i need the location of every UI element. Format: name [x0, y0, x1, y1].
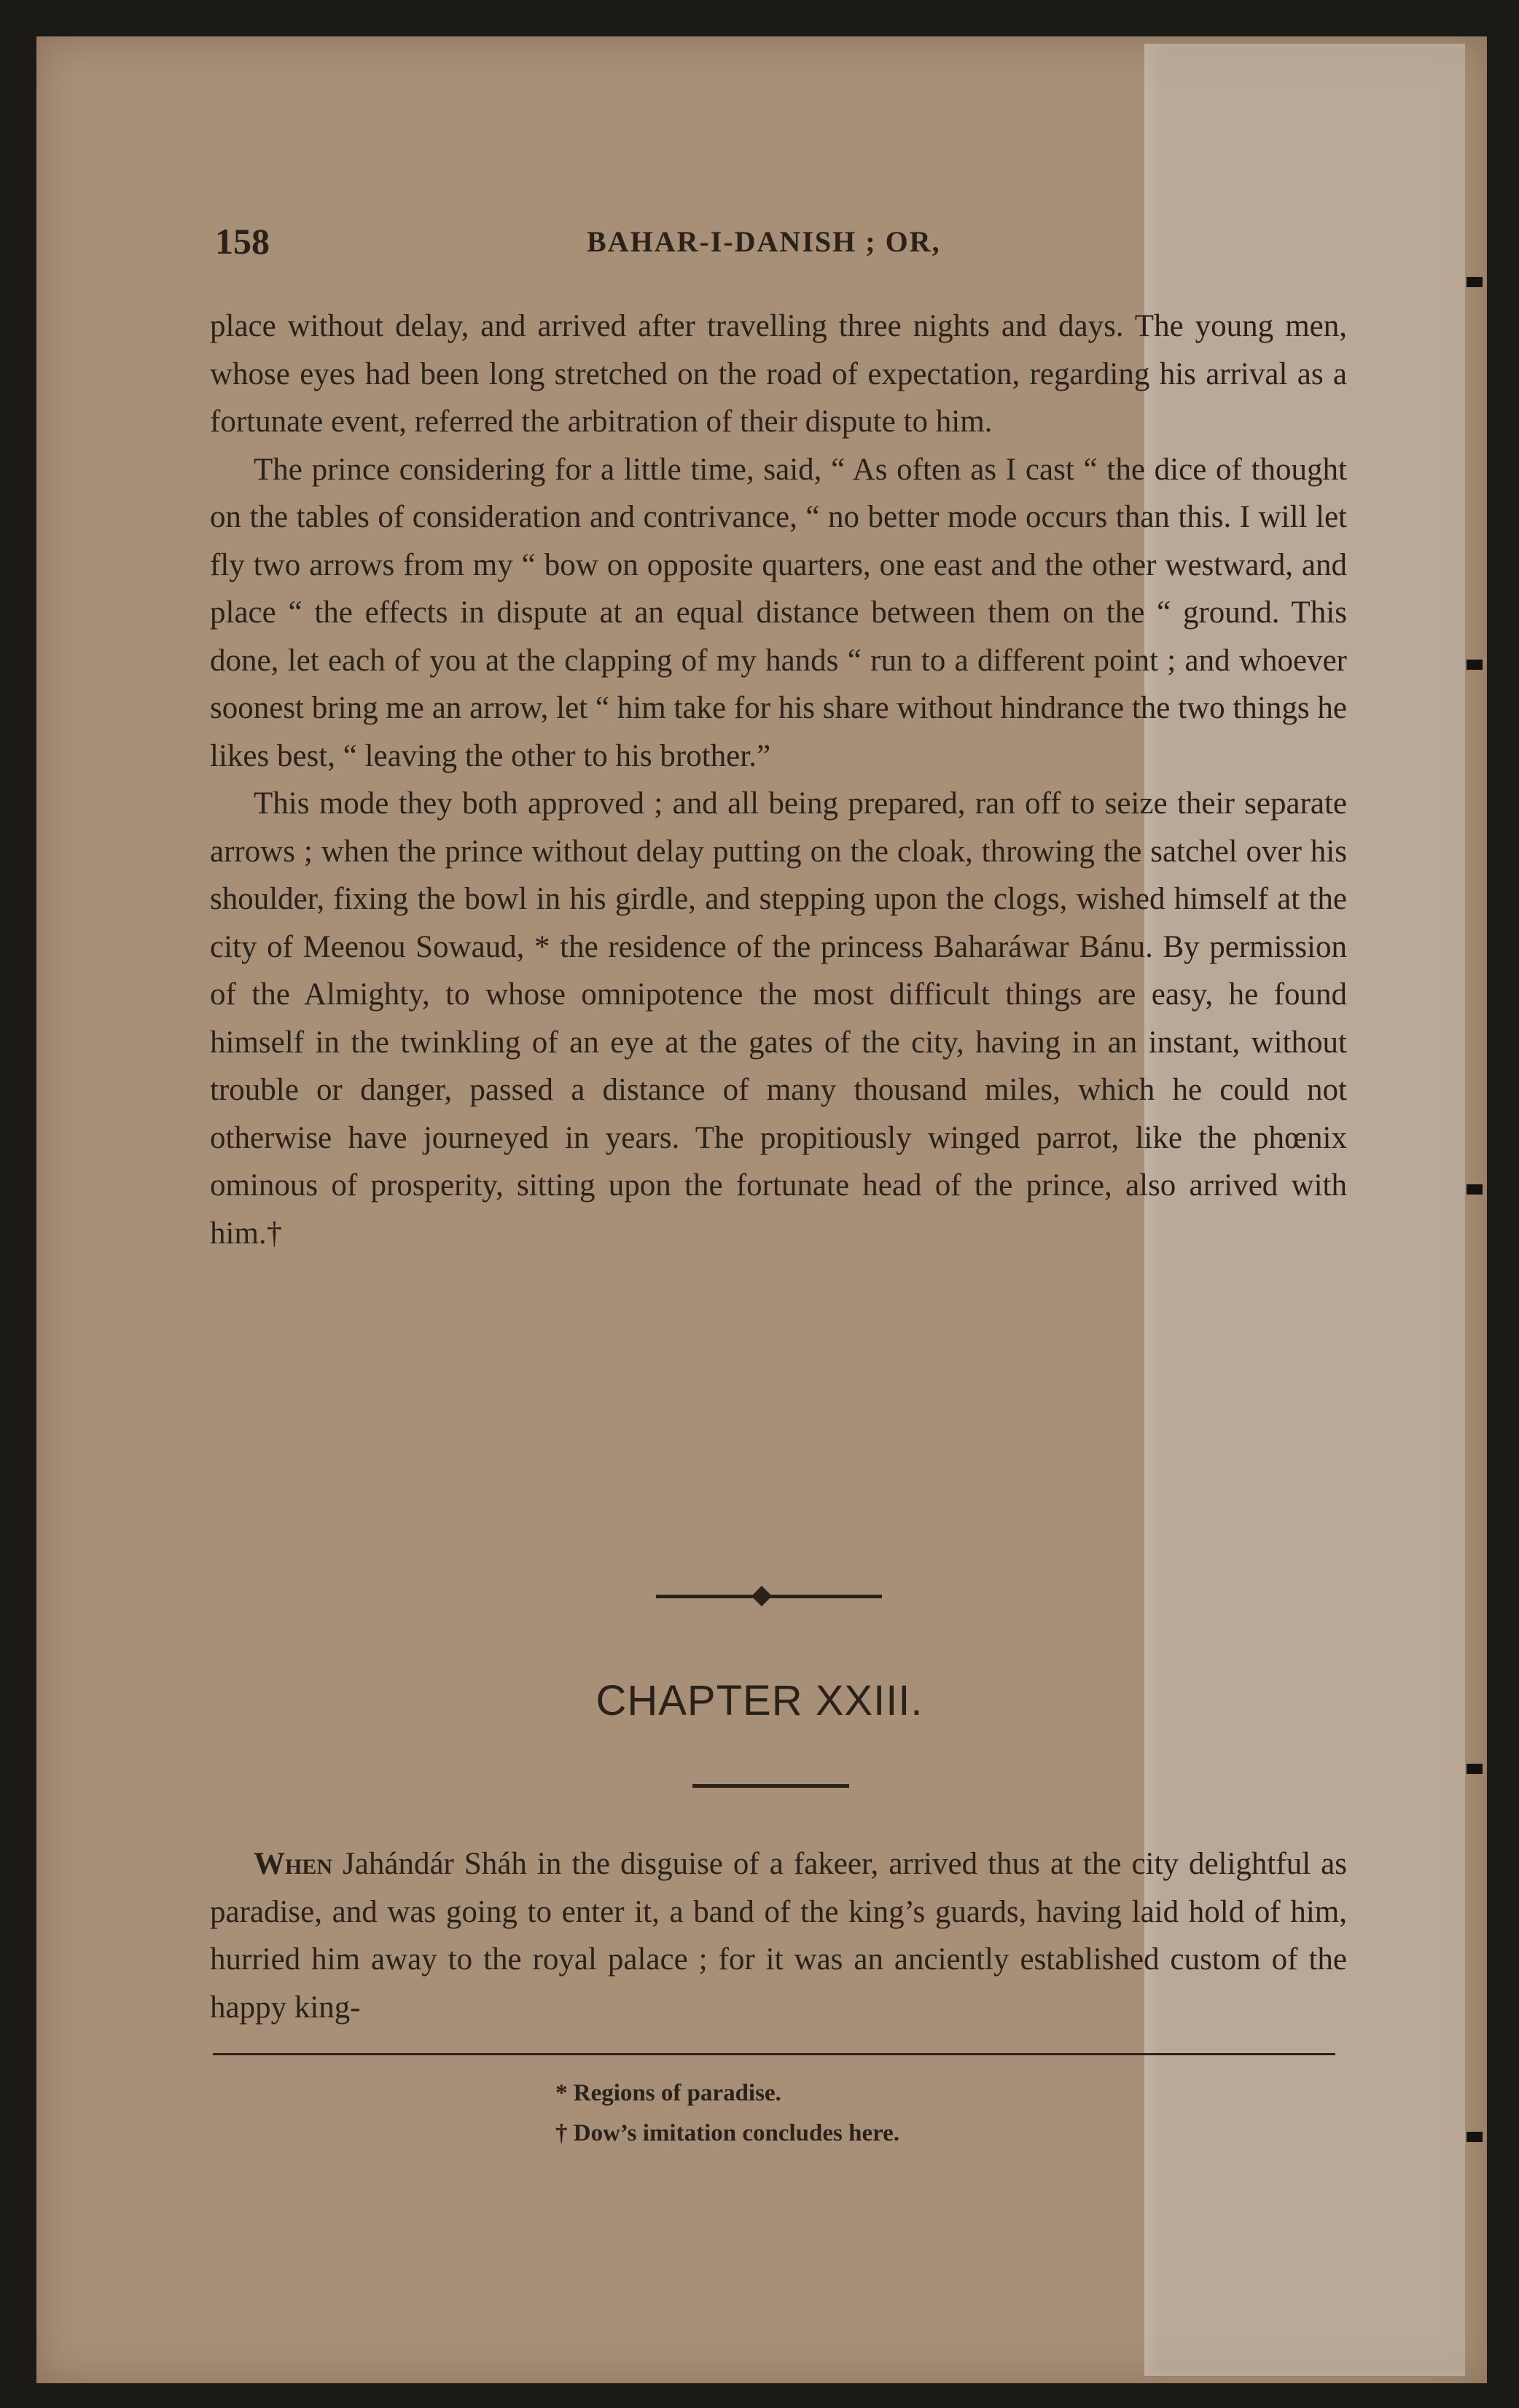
footnote: † Dow’s imitation concludes here.	[555, 2120, 900, 2146]
footnote: * Regions of paradise.	[555, 2080, 781, 2106]
edge-tab	[1467, 1184, 1483, 1195]
edge-tab	[1467, 1764, 1483, 1774]
chapter-paragraph	[210, 1840, 1347, 2031]
body-text	[210, 302, 1347, 1257]
divider-diamond-icon	[751, 1586, 772, 1606]
paragraph: The prince considering for a little time, said, “ As often as I cast “ the dice of thought on the tables of consideration and contrivance, “ no better mode occurs than this. I will let fly two arrows from my “ bow on opposite quarters, one east and the other westward, and place “ the effects in dispute at an equal distance between them on the “ ground. This done, let each of you at the clapping of my hands “ run to a different point ; and whoever soonest bring me an arrow, let “ him take for his share without hindrance the two things he likes best, “ leaving the other to his brother.”	[210, 452, 1347, 773]
edge-tab	[1467, 660, 1483, 670]
edge-tab	[1467, 2132, 1483, 2142]
paragraph: This mode they both approved ; and all being prepared, ran off to seize their separate arrows ; when the prince without delay putting on the cloak, throwing the satchel over his shoulder, fixing the bowl in his girdle, and stepping upon the clogs, wished himself at the city of Meenou Sowaud, * the residence of the princess Baharáwar Bánu. By permission of the Almighty, to whose omnipotence the most difficult things are easy, he found himself in the twinkling of an eye at the gates of the city, having in an instant, without trouble or danger, passed a distance of many thousand miles, which he could not otherwise have journeyed in years. The propitiously winged parrot, like the phœnix ominous of prosperity, sitting upon the fortunate head of the prince, also arrived with him.†	[210, 786, 1347, 1251]
chapter-text: Jahándár Sháh in the disguise of a fakeer, arrived thus at the city delightful as paradise, and was going to enter it, a band of the king’s guards, having laid hold of him, hurried him away to the royal palace ; for it was an anciently established custom of the happy king-	[210, 1847, 1347, 2025]
paragraph: place without delay, and arrived after travelling three nights and days. The young men, whose eyes had been long stretched on the road of expectation, regarding his arrival as a fortunate event, referred the arbitration of their dispute to him.	[210, 309, 1347, 439]
footnote-rule	[213, 2053, 1335, 2055]
chapter-lead-word: When	[254, 1847, 333, 1881]
page-number: 158	[215, 221, 270, 262]
chapter-heading: CHAPTER XXIII.	[596, 1677, 923, 1724]
ornamental-divider	[656, 1589, 882, 1603]
book-title: BAHAR-I-DANISH ; OR,	[587, 225, 941, 258]
footnotes	[0, 2073, 1519, 2154]
edge-tab	[1467, 277, 1483, 287]
chapter-rule	[692, 1784, 849, 1788]
running-head	[0, 0, 1519, 292]
